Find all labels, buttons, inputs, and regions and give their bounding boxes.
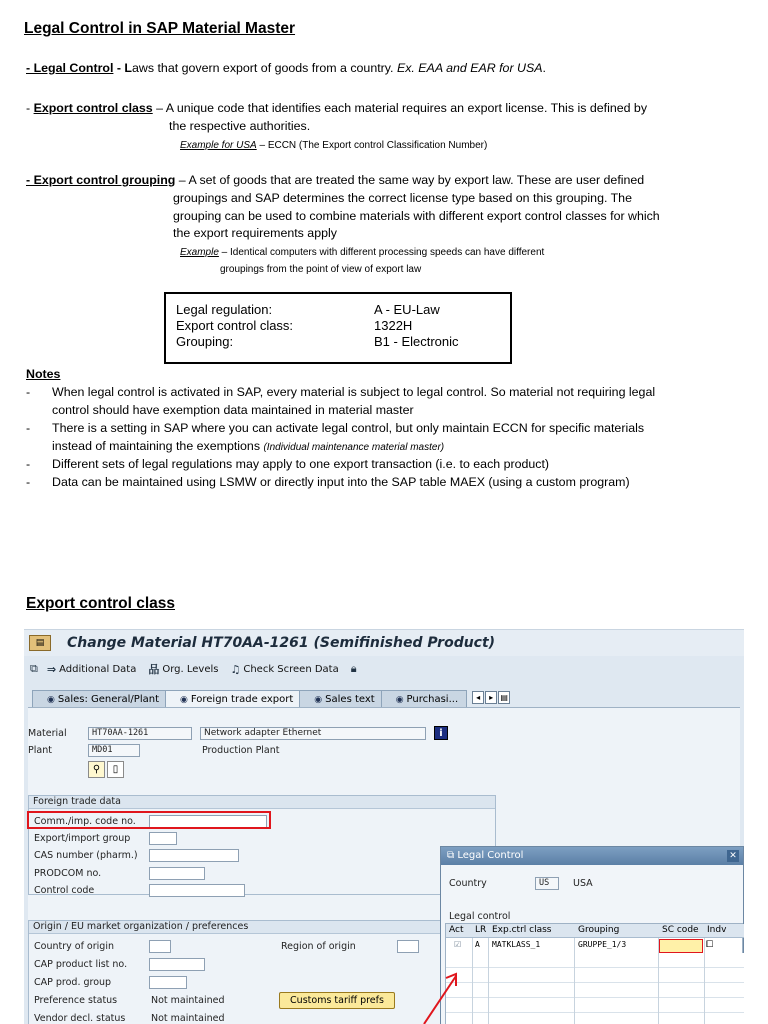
note-item: - Different sets of legal regulations may apply to one export transaction (i.e. to each product) — [26, 457, 550, 471]
legal-control-sep: - L — [113, 61, 133, 75]
additional-data-label: Additional Data — [59, 663, 137, 675]
legal-control-table — [445, 923, 743, 1024]
tab-sales-general-plant[interactable] — [32, 690, 168, 707]
box-key: Export control class: — [176, 318, 294, 333]
country-label: Country — [449, 878, 487, 889]
material-description-field[interactable]: Network adapter Ethernet — [200, 727, 426, 740]
sc-code-input[interactable] — [659, 939, 703, 953]
box-row — [176, 318, 510, 334]
note-item-cont — [52, 438, 444, 456]
red-arrow-icon — [416, 964, 476, 1024]
plant-field[interactable]: MD01 — [88, 744, 140, 757]
dialog-title-bar — [441, 847, 743, 865]
tab-purchasing[interactable] — [381, 690, 467, 707]
sap-title-bar — [24, 630, 744, 656]
hierarchy-icon: 品 — [148, 663, 160, 676]
org-levels-label: Org. Levels — [162, 663, 219, 675]
col-sc-code: SC code — [662, 925, 699, 935]
tab-navigation — [472, 691, 511, 707]
legal-control-section: Legal control — [449, 911, 511, 922]
cap-group-label: CAP prod. group — [34, 977, 112, 988]
note-text: Data can be maintained using LSMW or directly input into the SAP table MAEX (using a custom program) — [52, 475, 630, 489]
tab-next-icon[interactable]: ▸ — [485, 691, 497, 704]
tab-icon: ◉ — [314, 694, 323, 705]
note-text: control should have exemption data maintained in material master — [52, 403, 414, 417]
tab-icon: ◉ — [47, 694, 55, 705]
ecg-example — [180, 246, 544, 259]
preference-status-value: Not maintained — [151, 995, 225, 1006]
check-screen-data-label: Check Screen Data — [243, 663, 339, 675]
glasses-icon[interactable]: ⚲ — [88, 761, 105, 778]
col-act: Act — [449, 925, 464, 935]
tab-label: Sales text — [325, 694, 375, 705]
legal-control-term: - Legal Control — [26, 61, 114, 75]
ecg-term: - Export control grouping — [26, 173, 176, 187]
lock-icon[interactable]: 🔒︎ — [350, 662, 357, 675]
ecg-paragraph-line1 — [26, 172, 644, 189]
region-of-origin-label: Region of origin — [281, 941, 356, 952]
origin-header: Origin / EU market organization / preferences — [29, 921, 495, 934]
additional-data-button[interactable] — [47, 663, 136, 676]
note-text: instead of maintaining the exemptions — [52, 439, 261, 453]
notes-title: Notes — [26, 367, 61, 381]
row-grouping: GRUPPE_1/3 — [578, 940, 627, 949]
legal-control-end: . — [542, 61, 546, 75]
ecg-text4: the export requirements apply — [173, 226, 337, 240]
tab-foreign-trade-export[interactable] — [165, 690, 302, 707]
tab-sales-text[interactable] — [299, 690, 383, 707]
material-field[interactable]: HT70AA-1261 — [88, 727, 192, 740]
legal-control-paragraph — [26, 60, 546, 77]
note-italic: (Individual maintenance material master) — [263, 442, 445, 453]
tab-icon: ◉ — [395, 694, 404, 705]
export-import-group-label: Export/import group — [34, 833, 131, 844]
dialog-title: Legal Control — [457, 850, 524, 861]
section-title: Export control class — [26, 595, 176, 612]
customs-tariff-prefs-button[interactable]: Customs tariff prefs — [279, 992, 395, 1009]
ecc-lead: - — [26, 101, 34, 115]
tab-label: Purchasi... — [406, 694, 459, 705]
ecg-text2: groupings and SAP determines the correct license type based on this grouping. The — [173, 191, 632, 205]
tab-prev-icon[interactable]: ◂ — [472, 691, 484, 704]
cap-list-input[interactable] — [149, 958, 205, 971]
tab-label: Foreign trade export — [190, 694, 294, 705]
table-row[interactable] — [446, 939, 744, 953]
ecc-text2: the respective authorities. — [169, 119, 311, 133]
ecc-paragraph-line1 — [26, 100, 647, 117]
dialog-icon: ⧉ — [447, 850, 458, 861]
copy-icon[interactable]: ⧉ — [30, 662, 38, 675]
foreign-trade-data-group — [28, 795, 496, 895]
table-header — [446, 924, 744, 938]
cap-list-label: CAP product list no. — [34, 959, 128, 970]
note-item: - When legal control is activated in SAP, every material is subject to legal control. So material not requiring legal — [26, 385, 656, 399]
row-lr: A — [475, 940, 480, 949]
sap-screenshot — [24, 629, 744, 1024]
ecg-example-text1: – Identical computers with different processing speeds can have different — [218, 247, 545, 258]
org-levels-button[interactable] — [148, 661, 218, 677]
close-icon[interactable]: ✕ — [727, 850, 739, 862]
box-value: 1322H — [374, 318, 413, 333]
box-row — [176, 302, 510, 318]
vendor-decl-value: Not maintained — [151, 1013, 225, 1024]
cas-number-input[interactable] — [149, 849, 239, 862]
example-regulation-box — [164, 292, 512, 364]
act-checkbox[interactable]: ☑ — [454, 940, 462, 949]
plant-label: Plant — [28, 745, 52, 756]
comm-imp-code-label: Comm./imp. code no. — [34, 816, 136, 827]
check-screen-data-button[interactable] — [230, 663, 338, 676]
document-icon[interactable]: ▯ — [107, 761, 124, 778]
ecg-example-label: Example — [180, 247, 219, 258]
box-key: Legal regulation: — [176, 302, 273, 317]
box-value: B1 - Electronic — [374, 334, 459, 349]
note-text: When legal control is activated in SAP, every material is subject to legal control. So material not requiring legal — [52, 385, 656, 399]
row-exp-ctrl-class: MATKLASS_1 — [492, 940, 541, 949]
box-value: A - EU-Law — [374, 302, 440, 317]
foreign-trade-data-header: Foreign trade data — [29, 796, 495, 809]
note-item: - There is a setting in SAP where you can activate legal control, but only maintain ECCN for specific materials — [26, 421, 645, 435]
country-of-origin-label: Country of origin — [34, 941, 114, 952]
info-icon[interactable]: i — [434, 726, 448, 740]
sap-toolbar — [24, 658, 744, 680]
cap-group-input[interactable] — [149, 976, 187, 989]
ecc-example — [180, 139, 487, 152]
ecc-example-text: – ECCN (The Export control Classification Number) — [256, 140, 488, 151]
arrow-right-icon: ⇒ — [46, 662, 57, 676]
sap-menu-icon[interactable]: ▤ — [29, 635, 51, 651]
col-lr: LR — [475, 925, 487, 935]
control-code-label: Control code — [34, 885, 95, 896]
box-row — [176, 334, 510, 350]
region-of-origin-input[interactable] — [397, 940, 419, 953]
control-code-input[interactable] — [149, 884, 245, 897]
note-text: There is a setting in SAP where you can activate legal control, but only maintain ECCN for specific materials — [52, 421, 645, 435]
check-icon: ♫ — [230, 662, 241, 676]
export-import-group-input[interactable] — [149, 832, 177, 845]
col-indv: Indv — [707, 925, 727, 935]
ecc-example-label: Example for USA — [180, 140, 257, 151]
plant-description: Production Plant — [202, 745, 280, 756]
ecc-term: Export control class — [33, 101, 153, 115]
indv-checkbox-icon[interactable]: ⧠ — [706, 940, 714, 950]
country-name: USA — [573, 878, 593, 889]
vendor-decl-label: Vendor decl. status — [34, 1013, 126, 1024]
ecc-text1: – A unique code that identifies each material requires an export license. This is defined by — [152, 101, 648, 115]
ecg-text3: grouping can be used to combine materials with different export control classes for which — [173, 209, 660, 223]
legal-control-dialog — [440, 846, 744, 1024]
material-label: Material — [28, 728, 67, 739]
col-grouping: Grouping — [578, 925, 620, 935]
table-grid — [446, 953, 744, 1024]
document-title: Legal Control in SAP Material Master — [24, 20, 296, 37]
ecg-example-text2: groupings from the point of view of export law — [220, 264, 422, 275]
country-code-field[interactable]: US — [535, 877, 559, 890]
ecg-text1: – A set of goods that are treated the same way by export law. These are user defined — [175, 173, 645, 187]
tab-strip — [32, 690, 511, 707]
cas-number-label: CAS number (pharm.) — [34, 850, 138, 861]
box-key: Grouping: — [176, 334, 234, 349]
sap-window-title: Change Material HT70AA-1261 (Semifinished Product) — [67, 635, 496, 651]
note-item: - Data can be maintained using LSMW or directly input into the SAP table MAEX (using a custom program) — [26, 475, 630, 489]
col-exp-ctrl-class: Exp.ctrl class — [492, 925, 552, 935]
tab-list-icon[interactable]: ▤ — [498, 691, 510, 704]
prodcom-label: PRODCOM no. — [34, 868, 102, 879]
tab-label: Sales: General/Plant — [57, 694, 159, 705]
legal-control-example: Ex. EAA and EAR for USA — [396, 61, 543, 75]
country-of-origin-input[interactable] — [149, 940, 171, 953]
prodcom-input[interactable] — [149, 867, 205, 880]
note-text: Different sets of legal regulations may apply to one export transaction (i.e. to each product) — [52, 457, 550, 471]
preference-status-label: Preference status — [34, 995, 118, 1006]
highlight-box — [27, 811, 271, 829]
legal-control-text: aws that govern export of goods from a country. — [132, 61, 397, 75]
tab-icon: ◉ — [180, 694, 188, 705]
